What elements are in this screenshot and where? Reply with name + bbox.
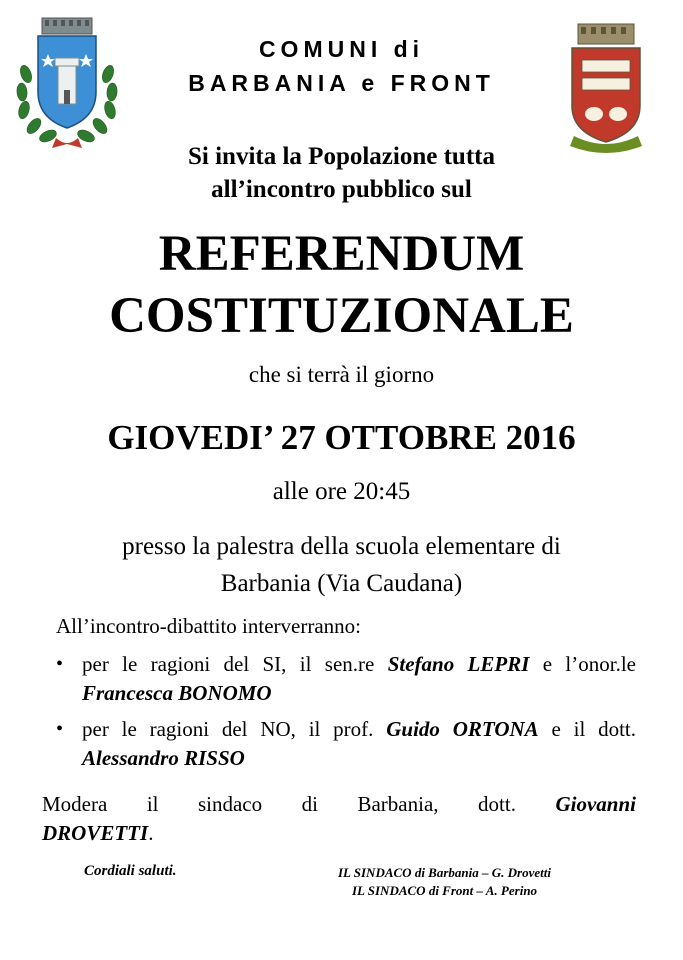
event-date: GIOVEDI’ 27 OTTOBRE 2016	[107, 418, 576, 457]
bullet-text: e il dott.	[538, 717, 637, 741]
list-item-yes-speakers	[56, 650, 636, 708]
date-intro: che si terrà il giorno	[248, 362, 435, 387]
title-line-2: COSTITUZIONALE	[109, 288, 574, 344]
event-time: alle ore 20:45	[272, 478, 411, 505]
signature-barbania-mayor: IL SINDACO di Barbania – G. Drovetti	[338, 865, 551, 880]
list-item-no-speakers	[56, 715, 636, 773]
invitation-line-2: all’incontro pubblico sul	[211, 176, 472, 203]
bullet-text: per le ragioni del SI, il sen.re	[82, 652, 388, 676]
moderator-word: sindaco	[197, 792, 263, 816]
header-municipalities: COMUNI di	[258, 36, 425, 62]
speaker-name: Francesca BONOMO	[82, 681, 272, 705]
moderator-word: Modera	[42, 792, 108, 816]
speaker-name: Guido ORTONA	[386, 717, 539, 741]
invitation-text	[0, 140, 683, 206]
bullet-text: per le ragioni del NO, il prof.	[82, 717, 387, 741]
speaker-name: Alessandro RISSO	[82, 746, 245, 770]
moderator-last-name: DROVETTI	[42, 821, 149, 845]
signature-front-mayor: IL SINDACO di Front – A. Perino	[352, 883, 538, 898]
event-title	[0, 223, 683, 347]
speakers-list	[56, 650, 636, 780]
event-location	[0, 528, 683, 602]
moderator-word: il	[146, 792, 159, 816]
speakers-intro: All’incontro-dibattito interverranno:	[56, 614, 361, 638]
header-municipality-names: BARBANIA e FRONT	[188, 70, 495, 96]
closing-greeting: Cordiali saluti.	[84, 863, 177, 879]
moderator-statement	[42, 790, 636, 848]
speaker-name: Stefano LEPRI	[387, 652, 530, 676]
moderator-word: di	[301, 792, 318, 816]
bullet-text: e l’onor.le	[529, 652, 636, 676]
title-line-1: REFERENDUM	[158, 226, 525, 282]
invitation-line-1: Si invita la Popolazione tutta	[188, 143, 495, 170]
moderator-word: Barbania,	[357, 792, 439, 816]
moderator-period: .	[148, 821, 154, 845]
location-line-1: presso la palestra della scuola elementare di	[122, 533, 561, 560]
location-line-2: Barbania (Via Caudana)	[220, 570, 463, 597]
moderator-word: dott.	[478, 792, 516, 816]
moderator-first-name: Giovanni	[555, 792, 636, 816]
